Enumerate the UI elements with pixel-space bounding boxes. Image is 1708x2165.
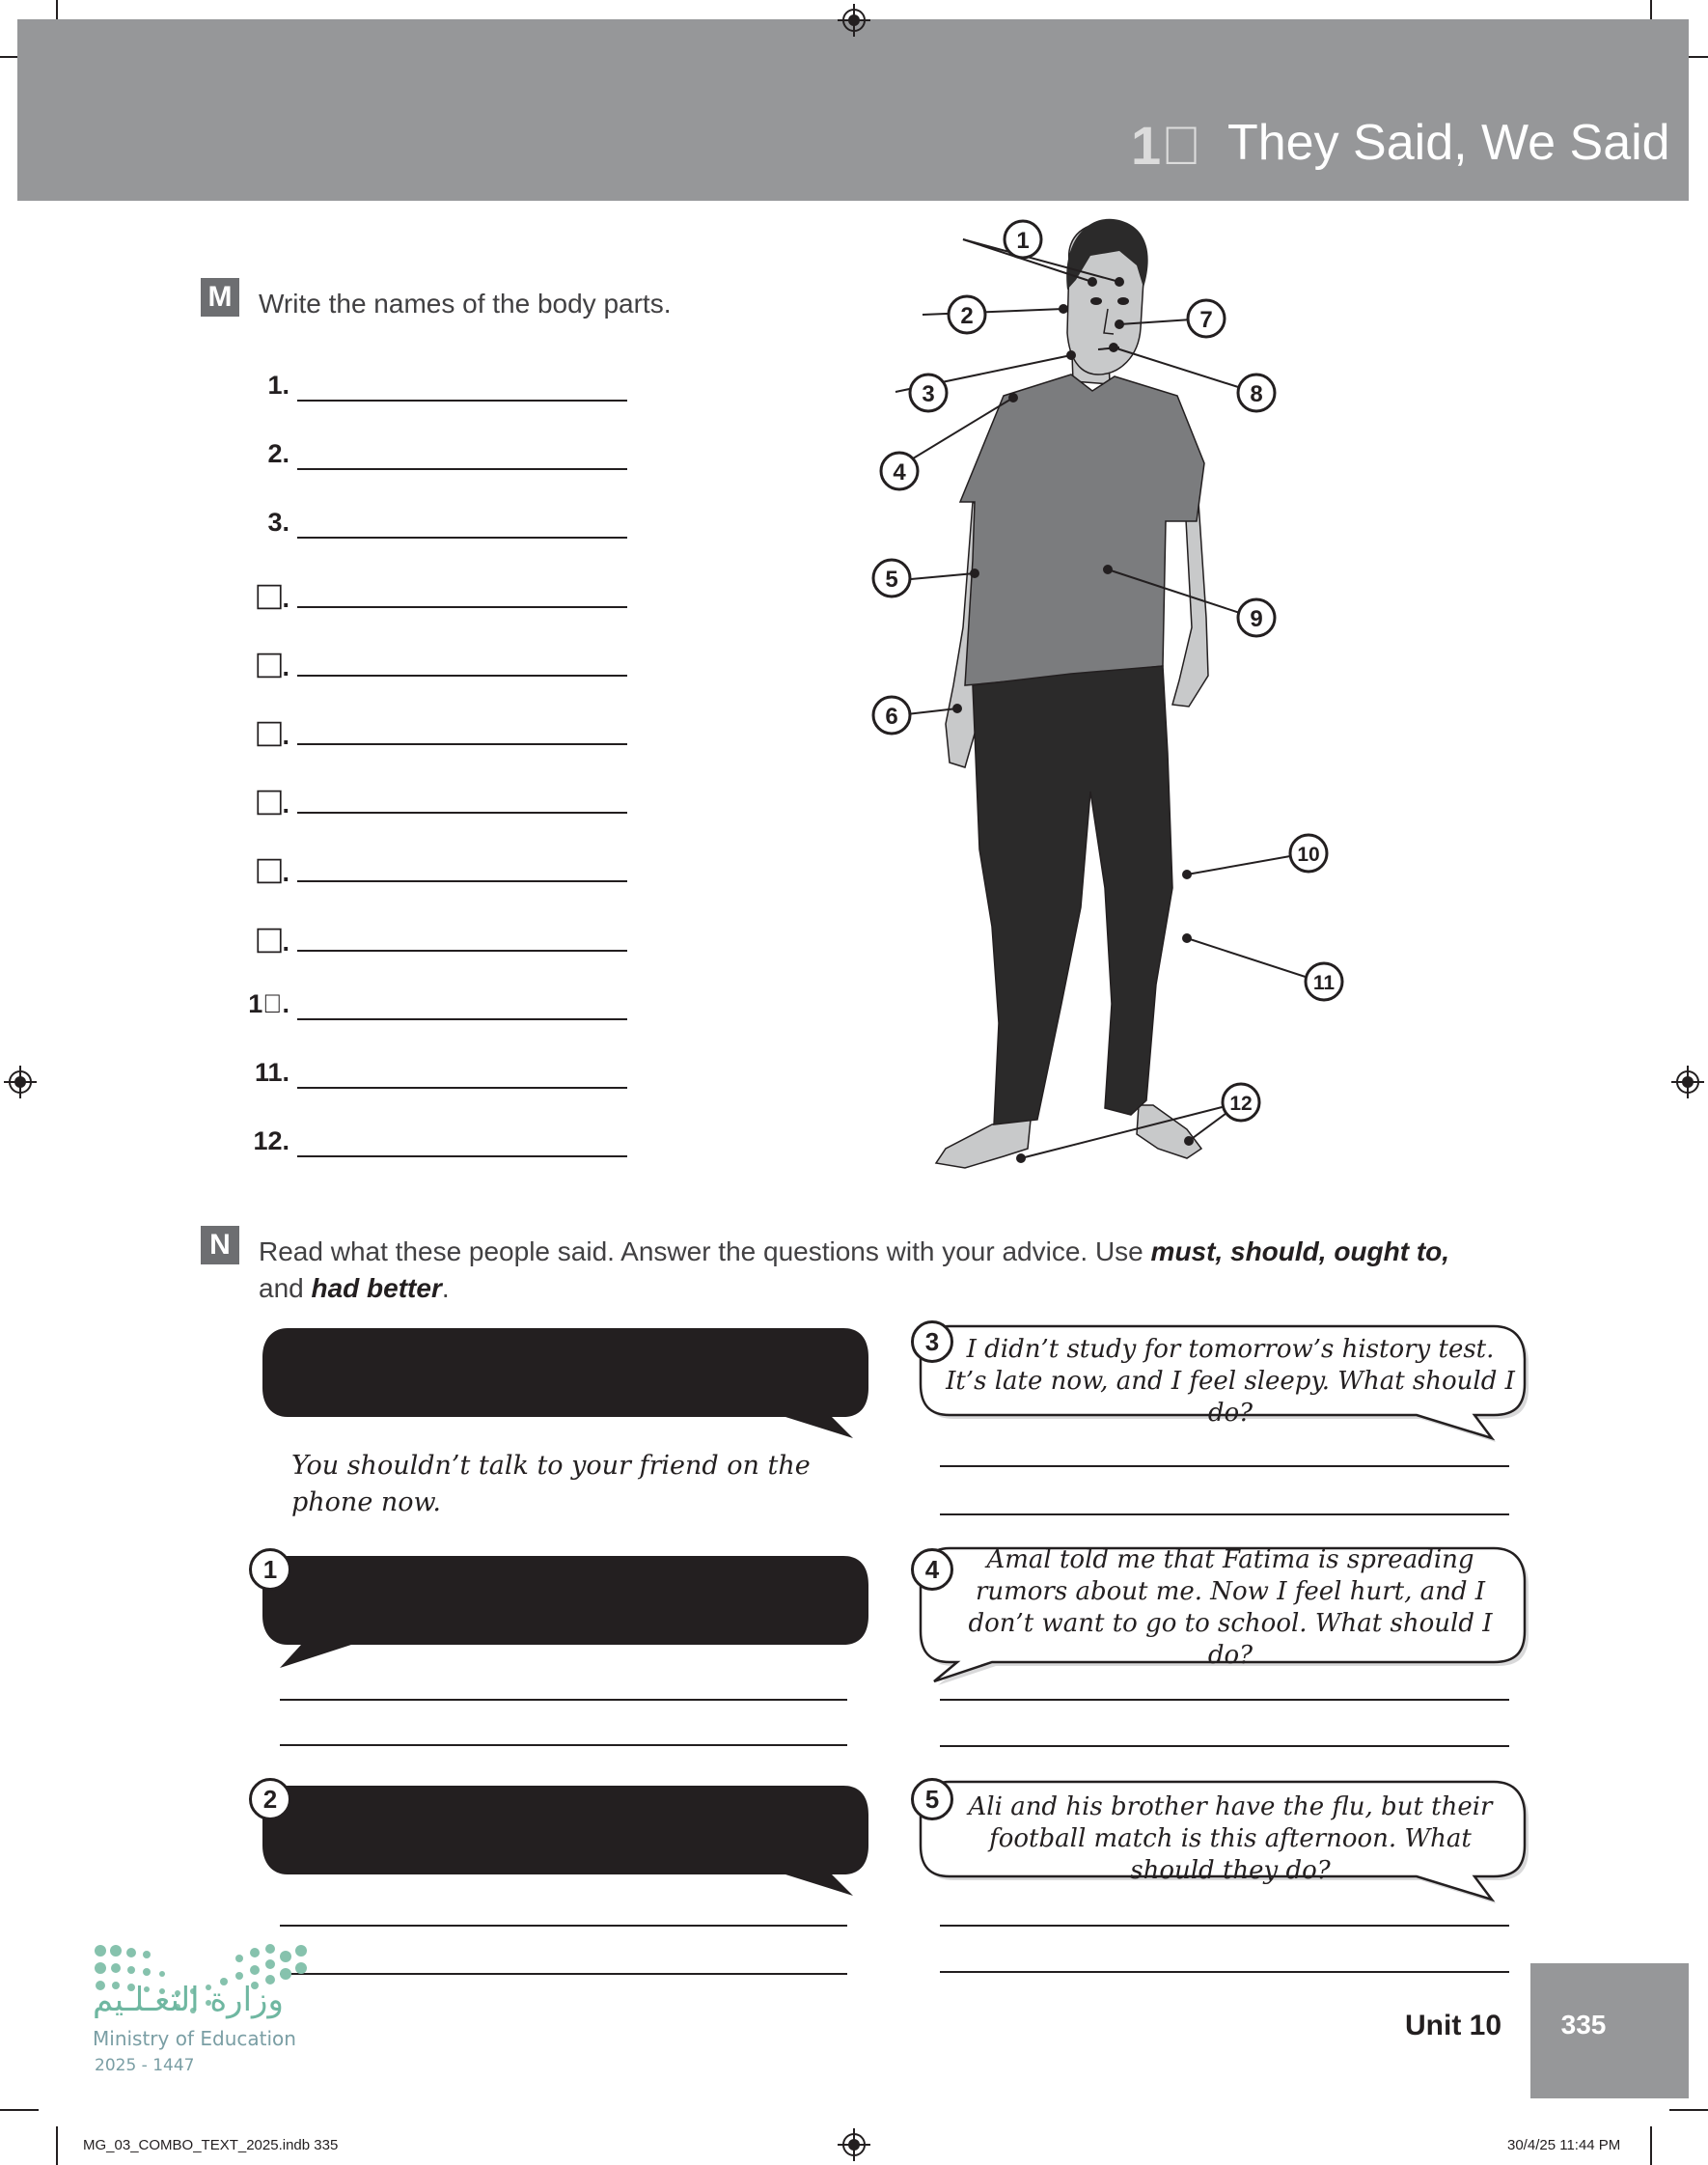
answer-row — [232, 439, 637, 478]
answer-line[interactable] — [280, 1744, 847, 1746]
answer-line[interactable] — [280, 1973, 847, 1975]
answer-number: ⃞. — [256, 583, 289, 613]
answer-line[interactable] — [940, 1699, 1509, 1701]
figure-label: 11 — [1312, 972, 1336, 994]
right-arm — [1172, 502, 1208, 707]
figure-label: 6 — [885, 704, 898, 730]
answer-number: ⃞. — [256, 721, 289, 750]
answer-line[interactable] — [297, 812, 627, 814]
answer-number: ⃞. — [256, 858, 289, 888]
question-number: 1 — [249, 1548, 291, 1591]
figure-label: 4 — [893, 459, 906, 486]
speech-quote: Amal told me that Fatima is spreading rumors about me. Now I feel hurt, and I don’t want to go to school. What should I do? — [968, 1545, 1493, 1670]
figure-label: 10 — [1297, 844, 1320, 866]
file-slug: MG_03_COMBO_TEXT_2025.indb 335 — [83, 2137, 339, 2153]
figure-label: 12 — [1229, 1093, 1253, 1115]
figure-label: 1 — [1016, 228, 1030, 254]
answer-number: 1⃞. — [248, 988, 289, 1018]
registration-mark-icon — [4, 1066, 37, 1098]
registration-mark-icon — [838, 4, 870, 37]
instruction-modals: must, should, ought to, — [1150, 1236, 1450, 1266]
answer-row — [232, 783, 637, 821]
question-number: 3 — [911, 1320, 953, 1363]
answer-row — [232, 646, 637, 684]
answer-row — [232, 714, 637, 753]
exercise-m-instruction: Write the names of the body parts. — [259, 289, 672, 319]
answer-row — [232, 921, 637, 959]
answer-line[interactable] — [940, 1971, 1509, 1973]
figure-label: 3 — [922, 381, 935, 407]
speech-bubble-2 — [259, 1782, 872, 1901]
shirt — [960, 375, 1204, 685]
answer-line[interactable] — [297, 1018, 627, 1020]
page-title: They Said, We Said — [1227, 115, 1670, 171]
header-band — [17, 19, 1689, 201]
answer-number: ⃞. — [256, 652, 289, 681]
crop-mark — [1650, 2126, 1652, 2165]
answer-line[interactable] — [297, 1087, 627, 1089]
ministry-name-english: Ministry of Education — [93, 2027, 296, 2050]
answer-number: ⃞. — [256, 790, 289, 819]
speech-bubble-example — [259, 1324, 872, 1444]
answer-row — [232, 508, 637, 546]
right-foot — [1137, 1105, 1201, 1158]
question-number: 2 — [249, 1778, 291, 1820]
answer-line[interactable] — [297, 606, 627, 608]
answer-number: ⃞. — [256, 927, 289, 957]
question-number: 5 — [911, 1778, 953, 1820]
unit-number: 1⃞ — [1131, 115, 1202, 176]
answer-line[interactable] — [280, 1925, 847, 1927]
figure-label: 2 — [960, 303, 974, 329]
answer-line[interactable] — [940, 1513, 1509, 1515]
answer-line[interactable] — [940, 1465, 1509, 1467]
figure-label: 7 — [1199, 307, 1213, 333]
speech-quote: Ali and his brother have the flu, but their football match is this afternoon. What should they do? — [968, 1792, 1493, 1885]
speech-quote: I didn’t study for tomorrow’s history test. It’s late now, and I feel sleepy. What should I do? — [946, 1335, 1515, 1428]
answer-line[interactable] — [297, 743, 627, 745]
registration-mark-icon — [838, 2128, 870, 2161]
crop-mark — [56, 2126, 58, 2165]
example-answer: You shouldn’t talk to your friend on the phone now. — [291, 1451, 811, 1517]
answer-line[interactable] — [297, 675, 627, 677]
ministry-name-arabic: وزارة التعـلـيم — [93, 1981, 284, 2019]
figure-label: 8 — [1250, 381, 1263, 407]
head — [1066, 219, 1147, 375]
unit-label: Unit 10 — [1405, 2010, 1502, 2041]
speech-bubble-1 — [259, 1552, 872, 1672]
ministry-year: 2025 - 1447 — [95, 2056, 195, 2075]
instruction-modal-had-better: had better — [311, 1273, 442, 1303]
answer-number: 2. — [267, 439, 289, 469]
print-timestamp: 30/4/25 11:44 PM — [1507, 2137, 1621, 2153]
answer-line[interactable] — [940, 1745, 1509, 1747]
answer-line[interactable] — [280, 1699, 847, 1701]
figure-label: 5 — [885, 567, 898, 593]
answer-line[interactable] — [297, 537, 627, 539]
answer-row — [232, 371, 637, 409]
answer-row — [232, 989, 637, 1028]
answer-line[interactable] — [297, 950, 627, 952]
page-number: 335 — [1560, 2010, 1607, 2040]
exercise-n-instruction — [259, 1234, 1465, 1307]
answer-number: 11. — [254, 1058, 289, 1087]
answer-line[interactable] — [297, 880, 627, 882]
answer-line[interactable] — [297, 468, 627, 470]
answer-number: 3. — [267, 508, 289, 538]
instruction-text: Read what these people said. Answer the questions with your advice. Use — [259, 1236, 1151, 1266]
pants — [973, 666, 1172, 1124]
answer-row — [232, 577, 637, 616]
crop-mark — [0, 2109, 39, 2111]
body-figure — [830, 212, 1370, 1197]
answer-number: 1. — [267, 371, 289, 400]
exercise-badge-m: M — [201, 278, 239, 317]
answer-row — [232, 1126, 637, 1165]
answer-line[interactable] — [297, 1155, 627, 1157]
instruction-text: . — [441, 1273, 450, 1303]
instruction-text: and — [259, 1273, 312, 1303]
crop-mark — [1669, 2109, 1708, 2111]
question-number: 4 — [911, 1548, 953, 1591]
answer-number: 12. — [253, 1126, 289, 1156]
exercise-badge-n: N — [201, 1226, 239, 1264]
answer-line[interactable] — [297, 400, 627, 402]
figure-label: 9 — [1250, 606, 1263, 632]
answer-row — [232, 851, 637, 890]
answer-row — [232, 1058, 637, 1096]
registration-mark-icon — [1671, 1066, 1704, 1098]
answer-line[interactable] — [940, 1925, 1509, 1927]
left-foot — [936, 1120, 1031, 1168]
